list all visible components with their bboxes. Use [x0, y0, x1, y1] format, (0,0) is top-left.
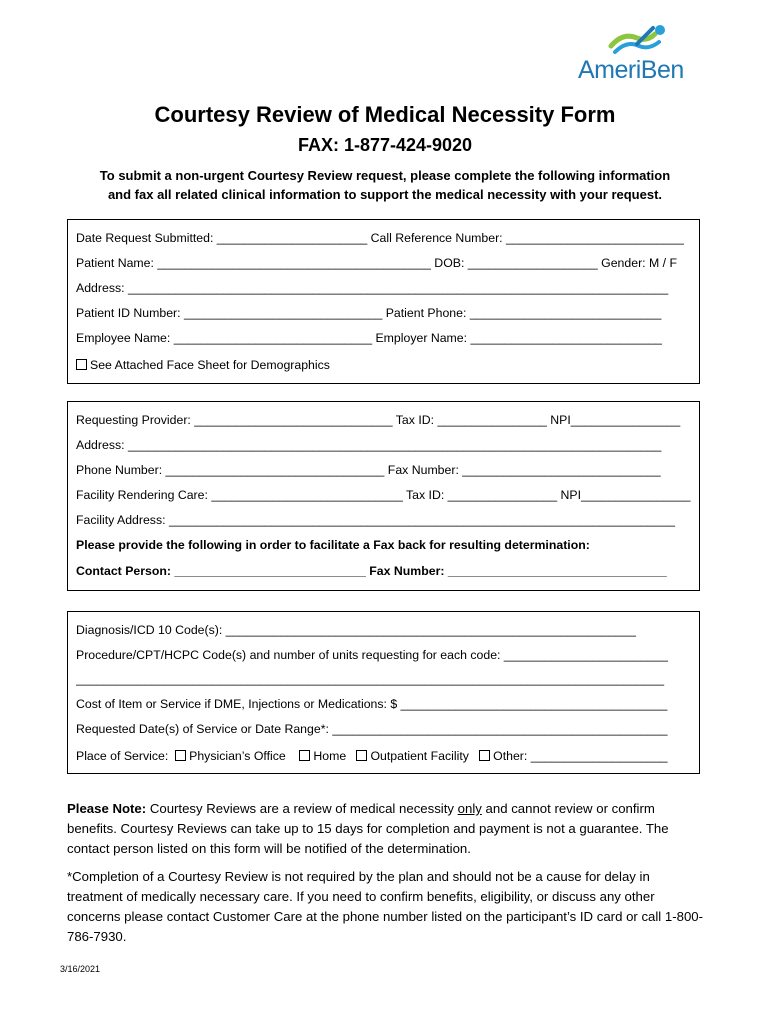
- face-sheet-label: See Attached Face Sheet for Demographics: [90, 358, 330, 372]
- service-info-section: [67, 611, 700, 774]
- procedure-field[interactable]: Procedure/CPT/HCPC Code(s) and number of units requesting for each code: ________________________: [76, 648, 669, 662]
- date-request-field[interactable]: Date Request Submitted: ______________________ Call Reference Number: __________________________: [76, 231, 684, 245]
- requested-dates-field[interactable]: Requested Date(s) of Service or Date Range*: _________________________________________________: [76, 722, 668, 736]
- please-note-paragraph: [67, 799, 707, 859]
- patient-info-section: [67, 219, 700, 384]
- other-field[interactable]: Other: ____________________: [493, 749, 668, 763]
- home-checkbox[interactable]: [299, 750, 310, 761]
- completion-paragraph: *Completion of a Courtesy Review is not required by the plan and should not be a cause for delay in treatment of medically necessary care. If you need to confirm benefits, eligibility, or discuss any other concerns please contact Customer Care at the phone number listed on the participant’s ID card or call 1-800-786-7930.: [67, 869, 704, 944]
- place-of-service-label: Place of Service:: [76, 749, 169, 763]
- other-checkbox[interactable]: [479, 750, 490, 761]
- patient-name-field[interactable]: Patient Name: ________________________________________ DOB: ___________________ Gender: M / F: [76, 256, 677, 270]
- physician-office-checkbox[interactable]: [175, 750, 186, 761]
- logo-wordmark: AmeriBen: [578, 56, 684, 84]
- diagnosis-field[interactable]: Diagnosis/ICD 10 Code(s): ____________________________________________________________: [76, 623, 637, 637]
- provider-address-field[interactable]: Address: ______________________________________________________________________________: [76, 438, 662, 452]
- note-only: only: [457, 801, 482, 816]
- note-text-2: and cannot review or confirm benefits. Courtesy Reviews can take up to 15 days for completion and payment is not a guarantee. The contact person listed on this form will be notified of the determination.: [67, 801, 669, 856]
- place-of-service-row: [76, 749, 691, 763]
- face-sheet-option[interactable]: [76, 358, 691, 372]
- face-sheet-checkbox[interactable]: [76, 359, 87, 370]
- provider-info-section: [67, 401, 700, 591]
- requesting-provider-field[interactable]: Requesting Provider: _____________________________ Tax ID: ________________ NPI________________: [76, 413, 681, 427]
- physician-office-label: Physician’s Office: [189, 749, 286, 763]
- fax-number: FAX: 1-877-424-9020: [297, 135, 473, 155]
- fax-back-instruction: Please provide the following in order to facilitate a Fax back for resulting determination:: [76, 538, 590, 552]
- note-text-1: Courtesy Reviews are a review of medical necessity: [146, 801, 458, 816]
- intro-line-2: and fax all related clinical information to support the medical necessity with your request.: [107, 187, 663, 202]
- employee-name-field[interactable]: Employee Name: _____________________________ Employer Name: ____________________________: [76, 331, 662, 345]
- procedure-continuation-field[interactable]: ______________________________________________________________________________________: [76, 672, 665, 686]
- provider-phone-field[interactable]: Phone Number: ________________________________ Fax Number: _____________________________: [76, 463, 661, 477]
- facility-address-field[interactable]: Facility Address: __________________________________________________________________________: [76, 513, 676, 527]
- outpatient-facility-checkbox[interactable]: [356, 750, 367, 761]
- cost-field[interactable]: Cost of Item or Service if DME, Injections or Medications: $ _______________________________________: [76, 697, 668, 711]
- contact-person-field[interactable]: Contact Person: ____________________________ Fax Number: ________________________________: [76, 564, 667, 578]
- form-title: Courtesy Review of Medical Necessity Form: [154, 102, 616, 127]
- outpatient-facility-label: Outpatient Facility: [370, 749, 469, 763]
- intro-text: [60, 166, 710, 204]
- form-revision-date: 3/16/2021: [60, 964, 101, 974]
- patient-id-field[interactable]: Patient ID Number: _____________________________ Patient Phone: ____________________________: [76, 306, 662, 320]
- facility-rendering-field[interactable]: Facility Rendering Care: ____________________________ Tax ID: ________________ NPI________________: [76, 488, 691, 502]
- home-label: Home: [313, 749, 347, 763]
- intro-line-1: To submit a non-urgent Courtesy Review request, please complete the following information: [99, 168, 671, 183]
- please-note-label: Please Note:: [67, 801, 147, 816]
- patient-address-field[interactable]: Address: _______________________________________________________________________________: [76, 281, 669, 295]
